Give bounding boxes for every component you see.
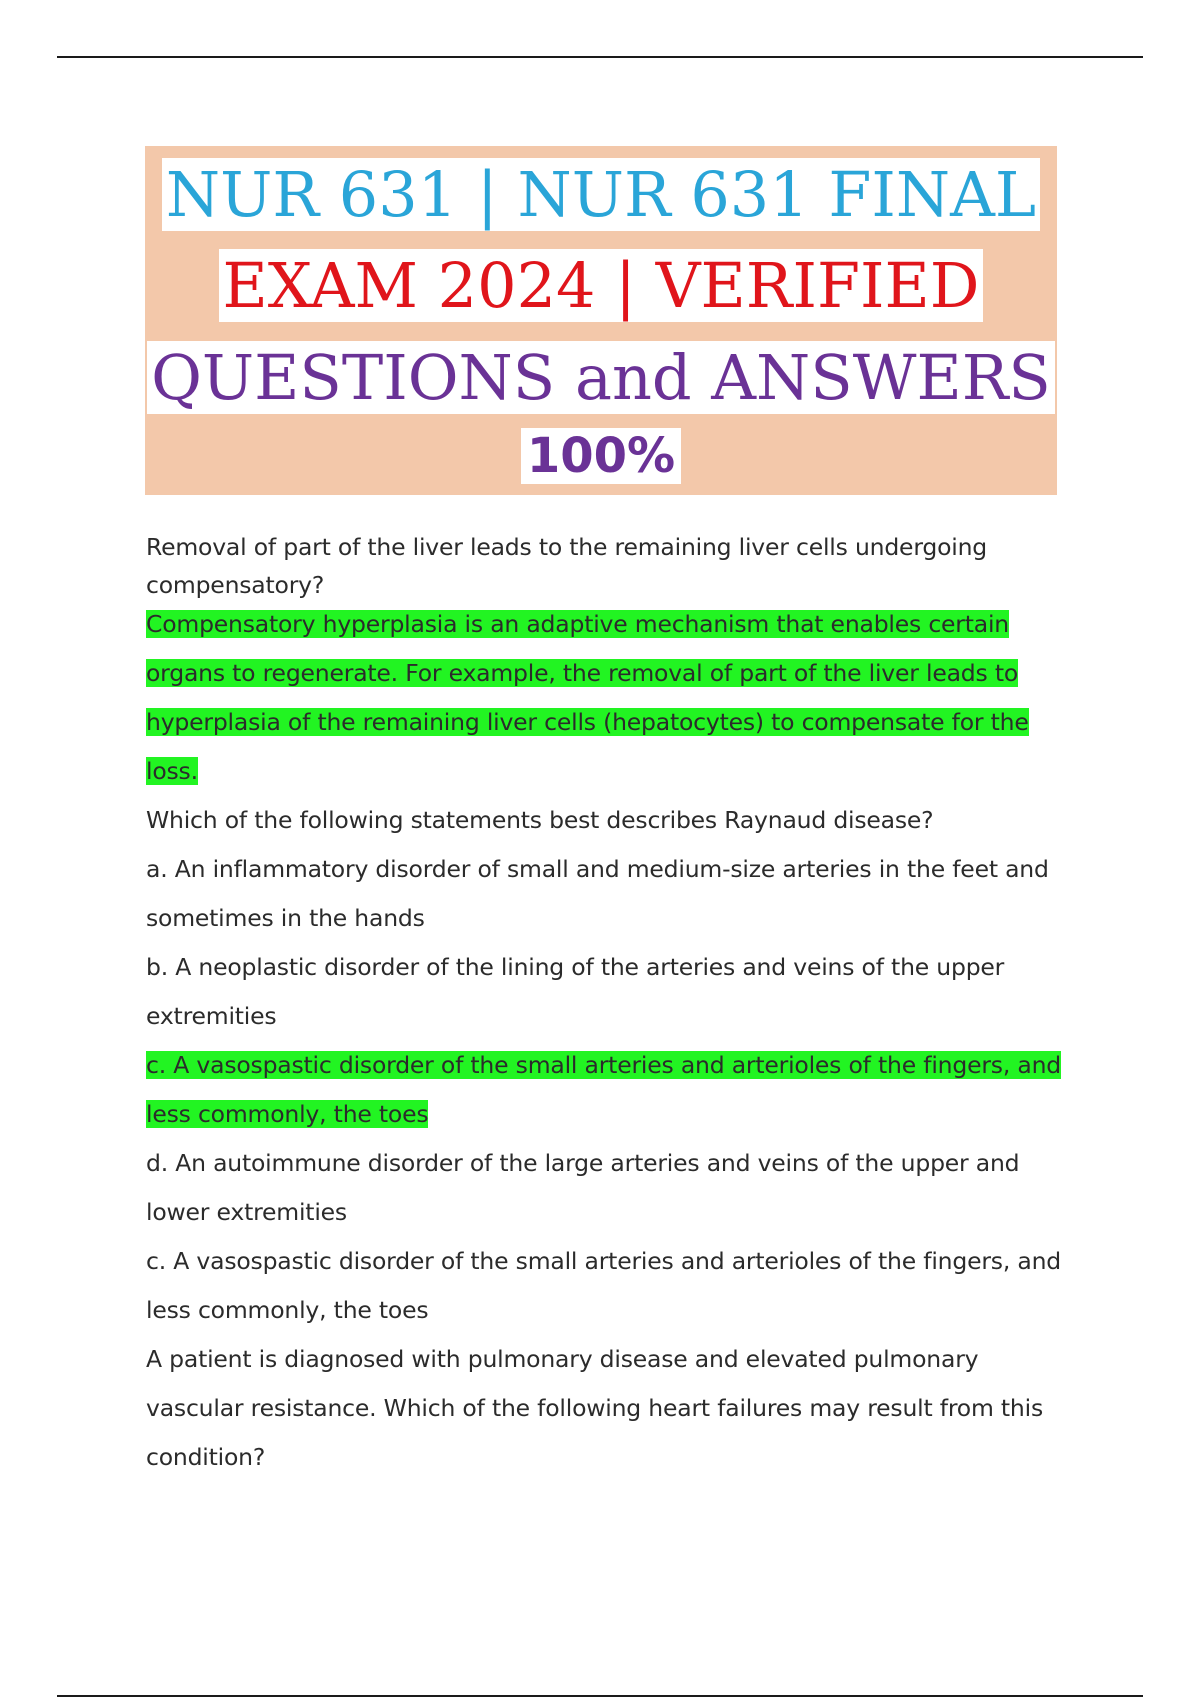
title-line-3: QUESTIONS and ANSWERS bbox=[145, 339, 1057, 417]
option-d: d. An autoimmune disorder of the large arteries and veins of the upper and lower extremities bbox=[146, 1149, 1020, 1226]
document-body bbox=[146, 528, 1066, 1482]
question-3: A patient is diagnosed with pulmonary disease and elevated pulmonary vascular resistance. Which of the following heart failures may result from this condition? bbox=[146, 1345, 1043, 1471]
option-c-highlight: c. A vasospastic disorder of the small arteries and arterioles of the fingers, and less commonly, the toes bbox=[146, 1051, 1061, 1128]
option-c bbox=[146, 1041, 1066, 1139]
answer-1-highlight: Compensatory hyperplasia is an adaptive mechanism that enables certain organs to regenerate. For example, the removal of part of the liver leads to hyperplasia of the remaining liver cells (hepatocytes) to compensate for the loss. bbox=[146, 610, 1029, 785]
top-rule bbox=[57, 56, 1143, 58]
bottom-rule bbox=[57, 1695, 1143, 1697]
title-line-4: 100% bbox=[145, 417, 1057, 495]
option-b: b. A neoplastic disorder of the lining of the arteries and veins of the upper extremities bbox=[146, 953, 1005, 1030]
answer-2: c. A vasospastic disorder of the small arteries and arterioles of the fingers, and less commonly, the toes bbox=[146, 1247, 1061, 1324]
question-2: Which of the following statements best describes Raynaud disease? bbox=[146, 806, 934, 834]
question-1: Removal of part of the liver leads to the remaining liver cells undergoing compensatory? bbox=[146, 533, 987, 599]
title-line-1: NUR 631 | NUR 631 FINAL bbox=[145, 156, 1057, 234]
title-line-2: EXAM 2024 | VERIFIED bbox=[145, 247, 1057, 325]
title-banner bbox=[145, 146, 1057, 495]
answer-1 bbox=[146, 600, 1066, 796]
option-a: a. An inflammatory disorder of small and medium-size arteries in the feet and sometimes in the hands bbox=[146, 855, 1049, 932]
